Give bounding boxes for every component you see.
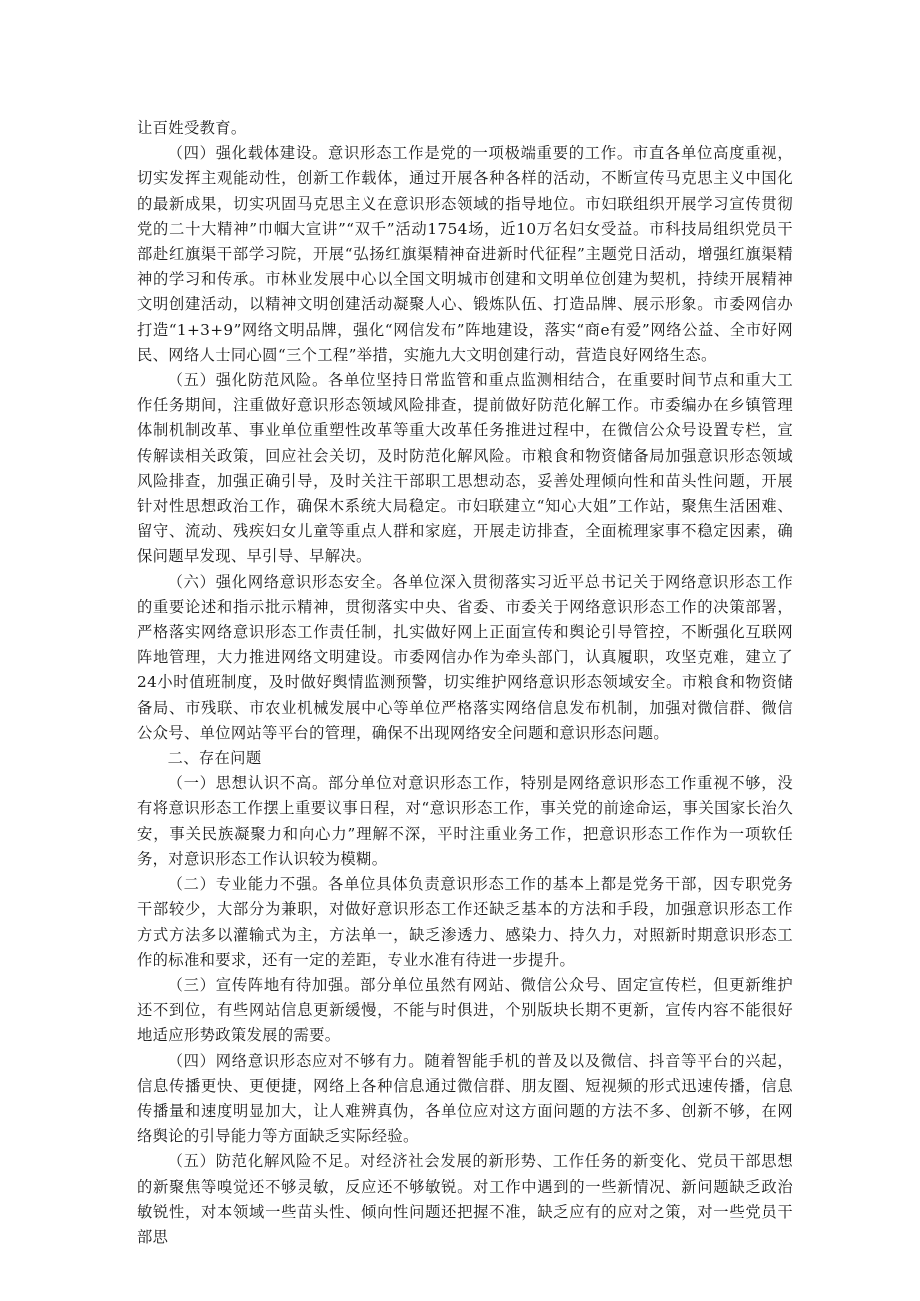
paragraph-network-security: （六）强化网络意识形态安全。各单位深入贯彻落实习近平总书记关于网络意识形态工作的重要论述和指示批示精神，贯彻落实中央、省委、市委关于网络意识形态工作的决策部署，严格落实网络意识形态工作责任制，扎实做好网上正面宣传和舆论引导管控，不断强化互联网阵地管理，大力推进网络文明建设。市委网信办作为牵头部门，认真履职，攻坚克难，建立了24小时值班制度，及时做好舆情监测预警，切实维护网络意识形态领域安全。市粮食和物资储备局、市残联、市农业机械发展中心等单位严格落实网络信息发布机制，加强对微信群、微信公众号、单位网站等平台的管理，确保不出现网络安全问题和意识形态问题。: [137, 572, 793, 742]
paragraph-continuation: 让百姓受教育。: [137, 119, 247, 137]
paragraph-strengthen-carrier: （四）强化载体建设。意识形态工作是党的一项极端重要的工作。市直各单位高度重视，切实发挥主观能动性，创新工作载体，通过开展各种各样的活动，不断宣传马克思主义中国化的最新成果，切实巩固马克思主义在意识形态领域的指导地位。市妇联组织开展学习宣传贯彻党的二十大精神”巾帼大宣讲”“双千”活动1754场，近10万名妇女受益。市科技局组织党员干部赴红旗渠干部学习院，开展“弘扬红旗渠精神奋进新时代征程”主题党日活动，增强红旗渠精神的学习和传承。市林业发展中心以全国文明城市创建和文明单位创建为契机，持续开展精神文明创建活动，以精神文明创建活动凝聚人心、锻炼队伍、打造品牌、展示形象。市委网信办打造“1+3+9”网络文明品牌，强化“网信发布”阵地建设，落实“商e有爱”网络公益、全市好网民、网络人士同心圆“三个工程”举措，实施九大文明创建行动，营造良好网络生态。: [137, 144, 793, 364]
section-heading-problems: 二、存在问题: [167, 749, 262, 768]
paragraph-problem-risk: （五）防范化解风险不足。对经济社会发展的新形势、工作任务的新变化、党员干部思想的新聚焦等嗅觉还不够灵敏，反应还不够敏锐。对工作中遇到的一些新情况、新问题缺乏政治敏锐性，对本领域一些苗头性、倾向性问题还把握不准，缺乏应有的应对之策，对一些党员干部思: [137, 1152, 793, 1246]
paragraph-problem-ability: （二）专业能力不强。各单位具体负责意识形态工作的基本上都是党务干部，因专职党务干部较少，大部分为兼职，对做好意识形态工作还缺乏基本的方法和手段，加强意识形态工作方式方法多以灌输式为主，方法单一，缺乏渗透力、感染力、持久力，对照新时期意识形态工作的标准和要求，还有一定的差距，专业水准有待进一步提升。: [137, 875, 793, 969]
document-body: [137, 116, 793, 1250]
paragraph-problem-awareness: （一）思想认识不高。部分单位对意识形态工作，特别是网络意识形态工作重视不够，没有将意识形态工作摆上重要议事日程，对“意识形态工作，事关党的前途命运，事关国家长治久安，事关民族凝聚力和向心力”理解不深，平时注重业务工作，把意识形态工作作为一项软任务，对意识形态工作认识较为模糊。: [137, 774, 793, 868]
paragraph-prevent-risk: （五）强化防范风险。各单位坚持日常监管和重点监测相结合，在重要时间节点和重大工作任务期间，注重做好意识形态领域风险排查，提前做好防范化解工作。市委编办在乡镇管理体制机制改革、事业单位重塑性改革等重大改革任务推进过程中，在微信公众号设置专栏，宣传解读相关政策，回应社会关切，及时防范化解风险。市粮食和物资储备局加强意识形态领域风险排查，加强正确引导，及时关注干部职工思想动态，妥善处理倾向性和苗头性问题，开展针对性思想政治工作，确保木系统大局稳定。市妇联建立“知心大姐”工作站，聚焦生活困难、留守、流动、残疾妇女儿童等重点人群和家庭，开展走访排查，全面梳理家事不稳定因素，确保问题早发现、早引导、早解决。: [137, 371, 793, 566]
paragraph-problem-network: （四）网络意识形态应对不够有力。随着智能手机的普及以及微信、抖音等平台的兴起，信息传播更快、更便捷，网络上各种信息通过微信群、朋友圈、短视频的形式迅速传播，信息传播量和速度明显加大，让人难辨真伪，各单位应对这方面问题的方法不多、创新不够，在网络舆论的引导能力等方面缺乏实际经验。: [137, 1051, 793, 1146]
paragraph-problem-publicity: （三）宣传阵地有待加强。部分单位虽然有网站、微信公众号、固定宣传栏，但更新维护还不到位，有些网站信息更新缓慢，不能与时俱进，个别版块长期不更新，宣传内容不能很好地适应形势政策发展的需要。: [137, 975, 793, 1045]
